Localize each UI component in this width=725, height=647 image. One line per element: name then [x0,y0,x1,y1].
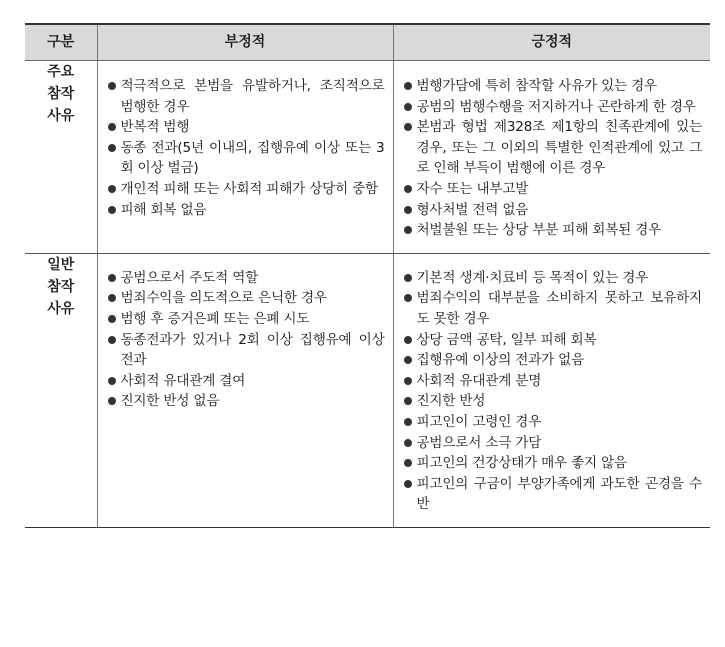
list-item: 범행 후 증거은폐 또는 은폐 시도 [108,309,385,330]
sentencing-factors-table [25,23,710,528]
negative-list [98,61,393,232]
row-label-line: 사유 [47,108,75,124]
negative-list [98,254,393,424]
list-item: 범행가담에 특히 참작할 사유가 있는 경우 [404,76,703,97]
row-major-factors [25,61,710,254]
list-item: 반복적 범행 [108,117,385,138]
row-label-line: 주요 [47,64,75,80]
list-item: 동종전과가 있거나 2회 이상 집행유예 이상 전과 [108,330,385,371]
list-item: 범죄수익의 대부분을 소비하지 못하고 보유하지도 못한 경우 [404,288,703,329]
list-item: 처벌불원 또는 상당 부분 피해 회복된 경우 [404,220,703,241]
list-item: 자수 또는 내부고발 [404,179,703,200]
row-label-major [25,61,97,254]
list-item: 피고인의 건강상태가 매우 좋지 않음 [404,453,703,474]
list-item: 피고인이 고령인 경우 [404,412,703,433]
row-label-line: 일반 [47,256,75,273]
header-category: 구분 [25,24,97,61]
header-negative: 부정적 [97,24,393,61]
list-item: 사회적 유대관계 분명 [404,371,703,392]
list-item: 진지한 반성 [404,391,703,412]
list-item: 상당 금액 공탁, 일부 피해 회복 [404,330,703,351]
list-item: 형사처벌 전력 없음 [404,200,703,221]
positive-list [394,254,711,527]
row-label-line: 사유 [47,300,75,317]
list-item: 공범으로서 주도적 역할 [108,268,385,289]
list-item: 피해 회복 없음 [108,200,385,221]
row-label-general [25,253,97,527]
list-item: 피고인의 구금이 부양가족에게 과도한 곤경을 수반 [404,474,703,515]
list-item: 공범으로서 소극 가담 [404,433,703,454]
positive-list [394,61,711,253]
row-label-line: 참작 [47,86,75,102]
negative-cell-major [97,61,393,254]
list-item: 적극적으로 본범을 유발하거나, 조직적으로 범행한 경우 [108,76,385,117]
positive-cell-general [393,253,710,527]
list-item: 사회적 유대관계 결여 [108,371,385,392]
list-item: 개인적 피해 또는 사회적 피해가 상당히 중함 [108,179,385,200]
list-item: 기본적 생계·치료비 등 목적이 있는 경우 [404,268,703,289]
list-item: 공범의 범행수행을 저지하거나 곤란하게 한 경우 [404,97,703,118]
list-item: 본범과 형법 제328조 제1항의 친족관계에 있는 경우, 또는 그 이외의 특별한 인적관계에 있고 그로 인해 부득이 범행에 이른 경우 [404,117,703,179]
header-row [25,24,710,61]
negative-cell-general [97,253,393,527]
positive-cell-major [393,61,710,254]
list-item: 동종 전과(5년 이내의, 집행유예 이상 또는 3회 이상 벌금) [108,138,385,179]
list-item: 범죄수익을 의도적으로 은닉한 경우 [108,288,385,309]
list-item: 진지한 반성 없음 [108,391,385,412]
row-label-line: 참작 [47,278,75,295]
header-positive: 긍정적 [393,24,710,61]
list-item: 집행유예 이상의 전과가 없음 [404,350,703,371]
row-general-factors [25,253,710,527]
